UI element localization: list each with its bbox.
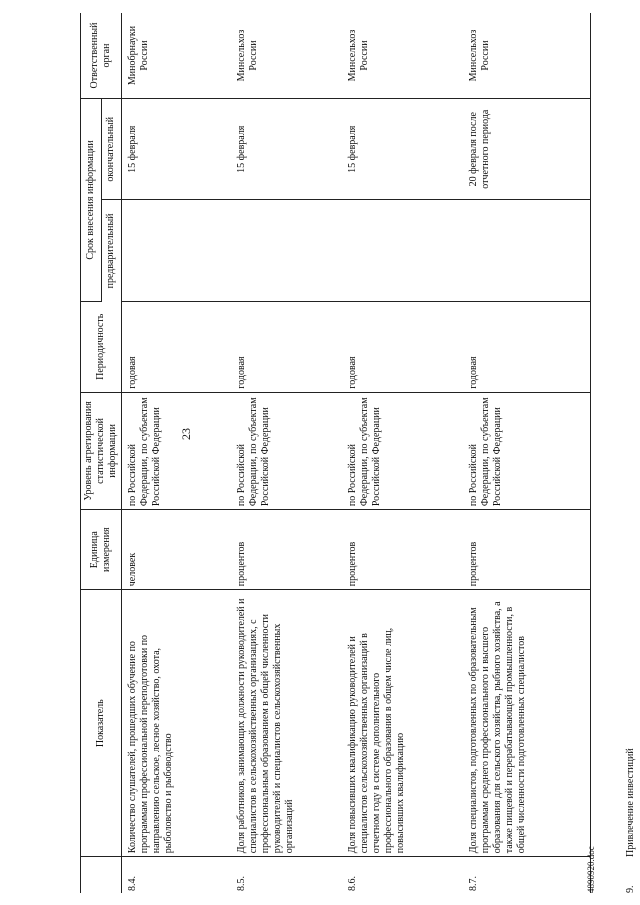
row-indicator: Количество слушателей, прошедших обучение по программам профессиональной переподготовки по направлению сельское, лесное хозяйство, охота, рыболовство и рыбоводство (122, 590, 232, 857)
section-title: Привлечение инвестиций (625, 748, 636, 857)
row-responsible: Минсельхоз России (342, 13, 463, 98)
row-periodicity: годовая (463, 301, 591, 392)
row-num: 8.5. (236, 876, 247, 891)
row-unit: процентов (342, 510, 463, 590)
table-row (122, 13, 232, 893)
row-num: 8.7. (463, 857, 591, 893)
row-unit: процентов (231, 510, 342, 590)
row-final: 20 февраля после отчетного периода (463, 98, 591, 199)
row-unit: процентов (463, 510, 591, 590)
row-num: 8.4. (127, 876, 138, 891)
document-id: 4890920.doc (586, 846, 596, 893)
row-aggregation: по Российской Федерации, по субъектам Российской Федерации (463, 392, 591, 509)
row-aggregation: по Российской Федерации, по субъектам Российской Федерации (342, 392, 463, 509)
header-preliminary: предварительный (101, 200, 122, 301)
table-row (231, 13, 342, 893)
section-number: 9. (625, 885, 636, 893)
table-row (463, 13, 591, 893)
header-final: окончательный (101, 98, 122, 199)
statistics-table (80, 13, 591, 893)
header-deadline-group: Срок внесения информации (81, 98, 102, 301)
table-row (342, 13, 463, 893)
row-preliminary (122, 200, 232, 301)
row-final: 15 февраля (231, 98, 342, 199)
row-indicator: Доля повысивших квалификацию руководителей и специалистов сельскохозяйственных организаций в отчетном году в системе дополнительного профессионального образования в общем числе лиц, повысивших квалификацию (342, 590, 463, 857)
row-indicator: Доля работников, занимающих должности руководителей и специалистов в сельскохозяйственных организациях, с профессиональным образованием в общей численности руководителей и специалистов сельскохозяйственных организаций (231, 590, 342, 857)
row-aggregation: по Российской Федерации, по субъектам Российской Федерации (231, 392, 342, 509)
row-preliminary (463, 200, 591, 301)
row-aggregation: по Российской Федерации, по субъектам Российской Федерации (122, 392, 232, 509)
row-responsible: Минобрнауки России (122, 13, 232, 98)
header-num (81, 857, 122, 893)
header-responsible: Ответственный орган (81, 13, 122, 98)
section-heading (625, 748, 636, 893)
row-final: 15 февраля (342, 98, 463, 199)
row-indicator: Доля специалистов, подготовленных по образовательным программам среднего профессионального и высшего образования для сельского хозяйства, рыбного хозяйства, а также пищевой и перерабатывающей промышленности, в общей численности подготовленных специалистов (463, 590, 591, 857)
header-periodicity: Периодичность (81, 301, 122, 392)
row-preliminary (342, 200, 463, 301)
header-indicator: Показатель (81, 590, 122, 857)
table-header (81, 13, 122, 893)
row-periodicity: годовая (342, 301, 463, 392)
row-responsible: Минсельхоз России (231, 13, 342, 98)
table-body (122, 13, 591, 893)
row-periodicity: годовая (122, 301, 232, 392)
row-preliminary (231, 200, 342, 301)
header-unit: Единица измерения (81, 510, 122, 590)
row-final: 15 февраля (122, 98, 232, 199)
page-number: 23 (179, 428, 193, 440)
rotated-table-container (80, 13, 640, 893)
row-num: 8.6. (347, 876, 358, 891)
header-aggregation: Уровень агрегирования статистической информации (81, 392, 122, 509)
row-unit: человек (122, 510, 232, 590)
row-responsible: Минсельхоз России (463, 13, 591, 98)
row-periodicity: годовая (231, 301, 342, 392)
